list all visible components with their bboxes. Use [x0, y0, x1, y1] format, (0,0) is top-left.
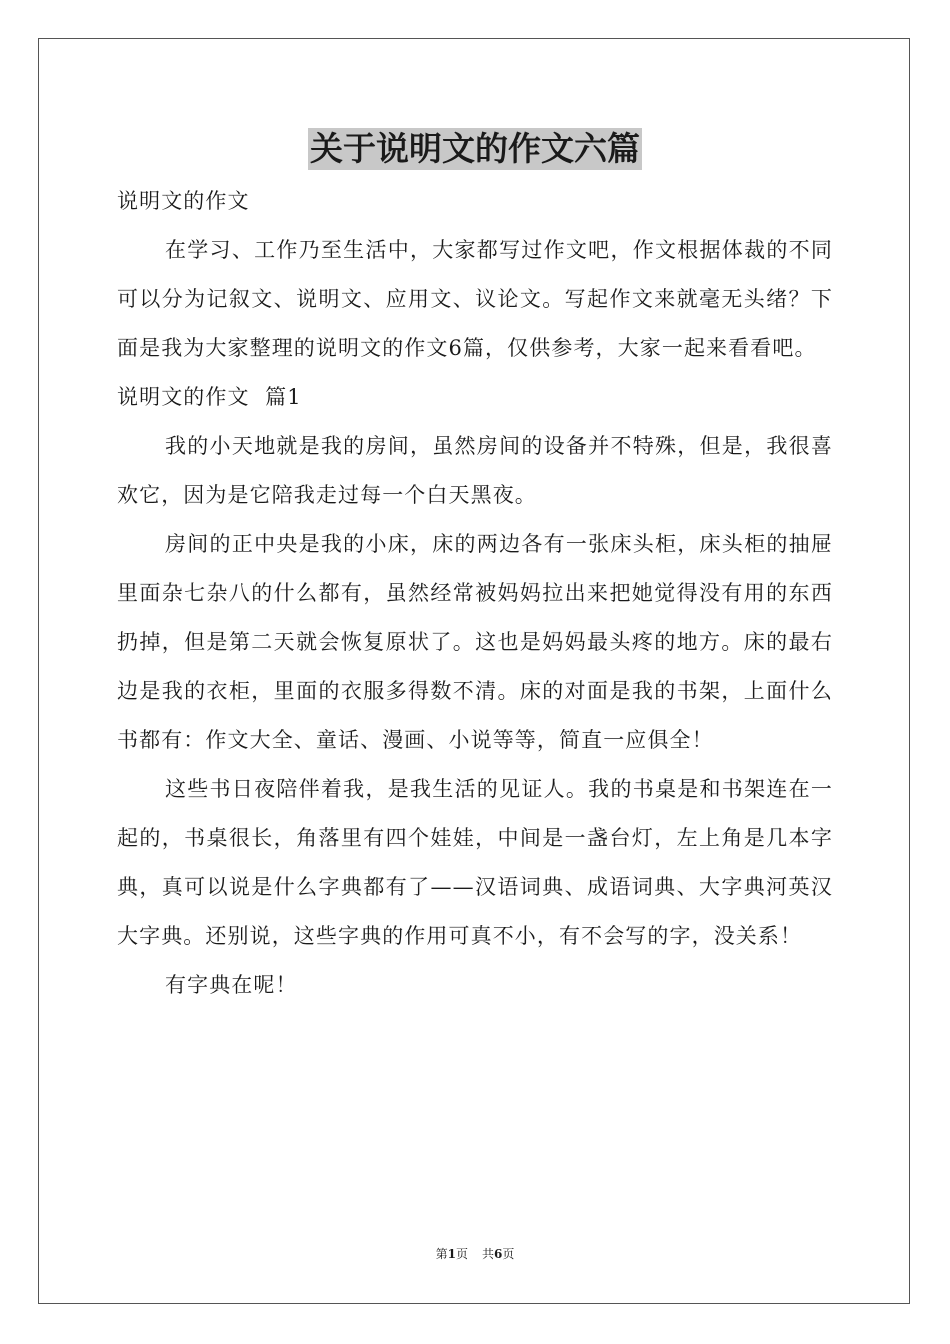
- paragraph: 说明文的作文: [117, 189, 250, 213]
- paragraph: 在学习、工作乃至生活中，大家都写过作文吧，作文根据体裁的不同可以分为记叙文、说明文、应用文、议论文。写起作文来就毫无头绪？下面是我为大家整理的说明文的作文6篇，仅供参考，大家一起来看看吧。: [117, 238, 833, 360]
- paragraph: 这些书日夜陪伴着我，是我生活的见证人。我的书桌是和书架连在一起的，书桌很长，角落里有四个娃娃，中间是一盏台灯，左上角是几本字典，真可以说是什么字典都有了——汉语词典、成语词典、大字典河英汉大字典。还别说，这些字典的作用可真不小，有不会写的字，没关系！: [117, 777, 833, 948]
- page-label-unit: 页: [455, 1247, 468, 1261]
- title-container: [0, 128, 950, 170]
- page-label-prefix: 第: [435, 1247, 448, 1261]
- page-total: 6: [494, 1247, 503, 1261]
- page-footer: [0, 1246, 950, 1262]
- total-label-prefix: 共: [482, 1247, 495, 1261]
- page-current: 1: [447, 1247, 456, 1261]
- paragraph: 有字典在呢！: [165, 973, 298, 997]
- document-title: 关于说明文的作文六篇: [310, 129, 640, 168]
- paragraph: 我的小天地就是我的房间，虽然房间的设备并不特殊，但是，我很喜欢它，因为是它陪我走过每一个白天黑夜。: [117, 434, 833, 507]
- total-label-unit: 页: [502, 1247, 515, 1261]
- section-heading: 说明文的作文 篇1: [117, 385, 302, 409]
- document-body: [117, 177, 833, 1010]
- paragraph: 房间的正中央是我的小床，床的两边各有一张床头柜，床头柜的抽屉里面杂七杂八的什么都有，虽然经常被妈妈拉出来把她觉得没有用的东西扔掉，但是第二天就会恢复原状了。这也是妈妈最头疼的地方。床的最右边是我的衣柜，里面的衣服多得数不清。床的对面是我的书架，上面什么书都有：作文大全、童话、漫画、小说等等，简直一应俱全！: [117, 532, 833, 752]
